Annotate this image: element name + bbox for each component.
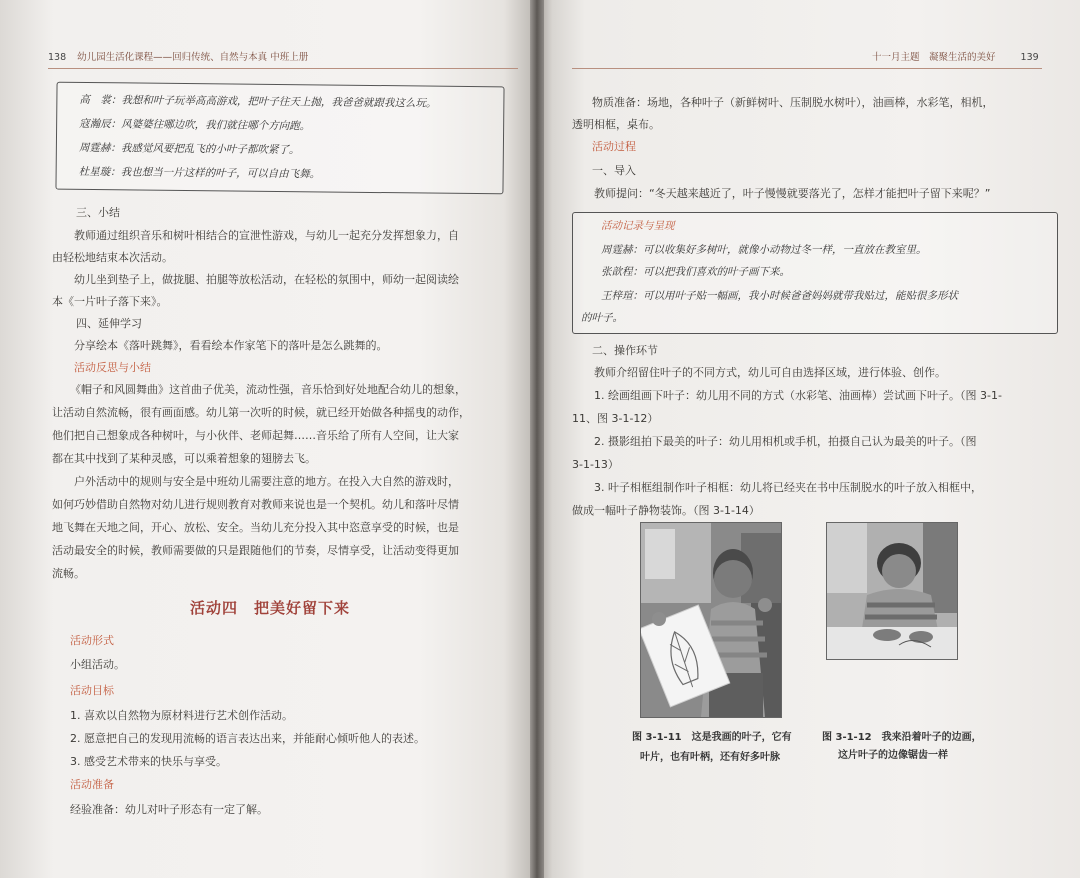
goal-item: 1. 喜欢以自然物为原材料进行艺术创作活动。 bbox=[70, 709, 293, 722]
summary-line: 幼儿坐到垫子上，做拢腿、拍腿等放松活动，在轻松的氛围中，师幼一起阅读绘 bbox=[74, 273, 459, 286]
summary-heading: 三、小结 bbox=[76, 206, 120, 219]
form-heading: 活动形式 bbox=[70, 634, 114, 647]
op-line: 2. 摄影组拍下最美的叶子：幼儿用相机或手机，拍摄自己认为最美的叶子。（图 bbox=[594, 435, 977, 448]
goal-item: 3. 感受艺术带来的快乐与享受。 bbox=[70, 755, 227, 768]
record-box bbox=[572, 212, 1058, 334]
left-page bbox=[0, 0, 536, 878]
right-header-rule bbox=[572, 68, 1042, 69]
reflect-heading: 活动反思与小结 bbox=[74, 361, 151, 374]
dialog-box bbox=[55, 82, 504, 195]
reflect-line: 让活动自然流畅，很有画面感。幼儿第一次听的时候，就已经开始做各种摇曳的动作， bbox=[52, 406, 470, 419]
photo-child-with-drawing bbox=[640, 522, 782, 718]
summary-line: 由轻松地结束本次活动。 bbox=[52, 251, 173, 264]
reflect-line: 《帽子和风圆舞曲》这首曲子优美，流动性强，音乐恰到好处地配合幼儿的想象， bbox=[70, 383, 466, 396]
dialog-line: 杜星璇：我也想当一片这样的叶子，可以自由飞舞。 bbox=[78, 165, 321, 181]
right-page bbox=[536, 0, 1080, 878]
left-header-rule bbox=[48, 68, 518, 69]
dialog-line: 周霆赫：我感觉风要把乱飞的小叶子都吹紧了。 bbox=[78, 141, 300, 157]
record-line: 周霆赫：可以收集好多树叶，就像小动物过冬一样，一直放在教室里。 bbox=[601, 244, 927, 256]
record-line: 的叶子。 bbox=[581, 312, 623, 324]
photo-child-drawing bbox=[826, 522, 958, 660]
op-heading: 二、操作环节 bbox=[592, 344, 658, 357]
book-gutter bbox=[530, 0, 544, 878]
extend-heading: 四、延伸学习 bbox=[76, 317, 142, 330]
right-header-title: 十一月主题 凝聚生活的美好 bbox=[872, 52, 996, 63]
material-line: 透明相框，桌布。 bbox=[572, 118, 660, 131]
reflect-line: 他们把自己想象成各种树叶，与小伙伴、老师起舞……音乐给了所有人空间，让大家 bbox=[52, 429, 459, 442]
left-header-title: 幼儿园生活化课程——回归传统、自然与本真 中班上册 bbox=[77, 52, 309, 63]
reflect-line: 如何巧妙借助自然物对幼儿进行规则教育对教师来说也是一个契机。幼儿和落叶尽情 bbox=[52, 498, 459, 511]
form-text: 小组活动。 bbox=[70, 658, 125, 671]
photo-child-with-drawing-image bbox=[641, 523, 781, 717]
summary-line: 本《一片叶子落下来》。 bbox=[52, 295, 168, 308]
op-intro: 教师介绍留住叶子的不同方式，幼儿可自由选择区域，进行体验、创作。 bbox=[594, 366, 946, 379]
figure-caption: 叶片，也有叶柄，还有好多叶脉 bbox=[640, 752, 780, 763]
figure-caption: 图 3-1-11 这是我画的叶子，它有 bbox=[632, 732, 792, 743]
figure-caption: 图 3-1-12 我来沿着叶子的边画， bbox=[822, 732, 982, 743]
op-line: 做成一幅叶子静物装饰。（图 3-1-14） bbox=[572, 504, 760, 517]
goal-item: 2. 愿意把自己的发现用流畅的语言表达出来，并能耐心倾听他人的表述。 bbox=[70, 732, 425, 745]
prep-heading: 活动准备 bbox=[70, 778, 114, 791]
right-header bbox=[872, 52, 1039, 65]
reflect-line: 地飞舞在天地之间，开心、放松、安全。当幼儿充分投入其中恣意享受的时候，也是 bbox=[52, 521, 459, 534]
extend-text: 分享绘本《落叶跳舞》，看看绘本作家笔下的落叶是怎么跳舞的。 bbox=[74, 339, 388, 352]
record-title: 活动记录与呈现 bbox=[601, 220, 675, 232]
dialog-line: 高 裳：我想和叶子玩举高高游戏，把叶子往天上抛，我爸爸就跟我这么玩。 bbox=[79, 93, 437, 110]
prep-text: 经验准备：幼儿对叶子形态有一定了解。 bbox=[70, 803, 268, 816]
op-line: 3-1-13） bbox=[572, 458, 619, 471]
activity-title: 活动四 把美好留下来 bbox=[190, 599, 351, 617]
record-line: 张歆程：可以把我们喜欢的叶子画下来。 bbox=[601, 266, 790, 278]
reflect-line: 流畅。 bbox=[52, 567, 85, 580]
right-page-number: 139 bbox=[1020, 52, 1039, 63]
goal-heading: 活动目标 bbox=[70, 684, 114, 697]
reflect-line: 都在其中找到了某种灵感，可以乘着想象的翅膀去飞。 bbox=[52, 452, 316, 465]
dialog-line: 寇瀚辰：风婆婆往哪边吹，我们就往哪个方向跑。 bbox=[79, 117, 311, 133]
intro-heading: 一、导入 bbox=[592, 164, 636, 177]
intro-text: 教师提问：“冬天越来越近了，叶子慢慢就要落光了，怎样才能把叶子留下来呢？” bbox=[594, 187, 991, 200]
record-line: 王梓瑄：可以用叶子贴一幅画，我小时候爸爸妈妈就带我贴过，能贴很多形状 bbox=[601, 290, 958, 302]
left-page-number: 138 bbox=[48, 52, 67, 63]
op-line: 3. 叶子相框组制作叶子相框：幼儿将已经夹在书中压制脱水的叶子放入相框中， bbox=[594, 481, 982, 494]
left-header bbox=[48, 52, 308, 65]
photo-child-drawing-image bbox=[827, 523, 957, 659]
op-line: 11、图 3-1-12） bbox=[572, 412, 659, 425]
op-line: 1. 绘画组画下叶子：幼儿用不同的方式（水彩笔、油画棒）尝试画下叶子。（图 3-1- bbox=[594, 389, 1002, 402]
summary-line: 教师通过组织音乐和树叶相结合的宣泄性游戏，与幼儿一起充分发挥想象力，自 bbox=[74, 229, 459, 242]
figure-caption: 这片叶子的边像锯齿一样 bbox=[838, 750, 948, 761]
reflect-line: 户外活动中的规则与安全是中班幼儿需要注意的地方。在投入大自然的游戏时， bbox=[74, 475, 459, 488]
process-heading: 活动过程 bbox=[592, 140, 636, 153]
material-line: 物质准备：场地，各种叶子（新鲜树叶、压制脱水树叶），油画棒，水彩笔，相机， bbox=[592, 96, 994, 109]
reflect-line: 活动最安全的时候，教师需要做的只是跟随他们的节奏，尽情享受，让活动变得更加 bbox=[52, 544, 459, 557]
